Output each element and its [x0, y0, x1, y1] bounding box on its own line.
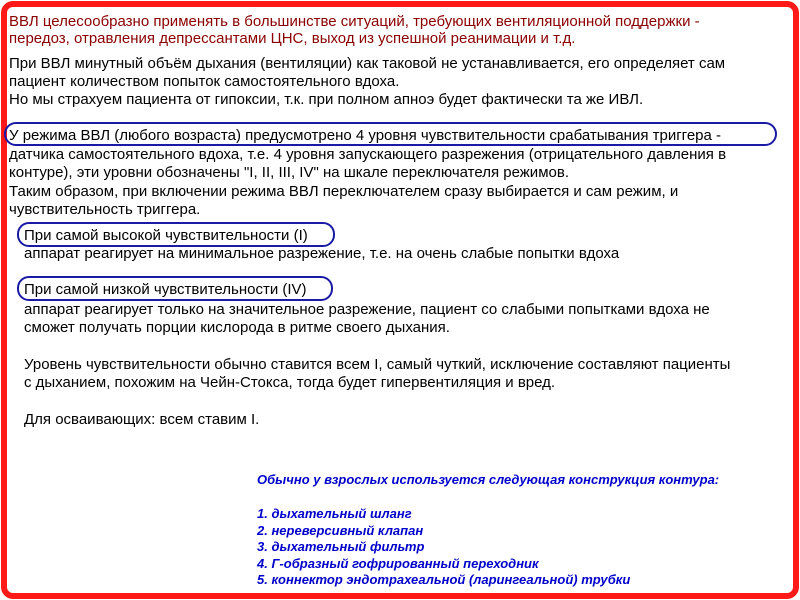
circuit-title: Обычно у взрослых используется следующая конструкция контура:	[257, 472, 720, 487]
usual-line-2: с дыханием, похожим на Чейн-Стокса, тогда будет гипервентиляция и вред.	[24, 374, 556, 391]
high-sens-heading: При самой высокой чувствительности (I)	[24, 227, 308, 244]
learners-note: Для осваивающих: всем ставим I.	[24, 411, 260, 428]
intro-line-2: передоз, отравления депрессантами ЦНС, выход из успешной реанимации и т.д.	[9, 30, 576, 47]
usual-line-1: Уровень чувствительности обычно ставится всем I, самый чуткий, исключение составляют пациенты	[24, 356, 731, 373]
low-sens-line-1: аппарат реагирует только на значительное разрежение, пациент со слабыми попытками вдоха не	[24, 301, 710, 318]
para2-line-2: датчика самостоятельного вдоха, т.е. 4 уровня запускающего разрежения (отрицательного давления в	[9, 146, 727, 163]
para1-line-3: Но мы страхуем пациента от гипоксии, т.к. при полном апноэ будет фактически та же ИВЛ.	[9, 91, 644, 108]
circuit-item: 3. дыхательный фильтр	[257, 539, 425, 554]
low-sens-heading: При самой низкой чувствительности (IV)	[24, 281, 307, 298]
para2-line-4: Таким образом, при включении режима ВВЛ переключателем сразу выбирается и сам режим, и	[9, 183, 679, 200]
para2-line-1: У режима ВВЛ (любого возраста) предусмотрено 4 уровня чувствительности срабатывания триггера -	[9, 127, 722, 144]
para1-line-2: пациент количеством попыток самостоятельного вдоха.	[9, 73, 400, 90]
low-sens-line-2: сможет получать порции кислорода в ритме своего дыхания.	[24, 319, 450, 336]
circuit-item: 2. нереверсивный клапан	[257, 523, 424, 538]
circuit-item: 1. дыхательный шланг	[257, 506, 412, 521]
intro-line-1: ВВЛ целесообразно применять в большинстве ситуаций, требующих вентиляционной поддержки -	[9, 13, 700, 30]
para2-line-5: чувствительность триггера.	[9, 201, 201, 218]
para2-line-3: контуре), эти уровни обозначены "I, II, III, IV" на шкале переключателя режимов.	[9, 164, 569, 181]
para1-line-1: При ВВЛ минутный объём дыхания (вентиляции) как таковой не устанавливается, его определяет сам	[9, 55, 726, 72]
high-sens-text: аппарат реагирует на минимальное разрежение, т.е. на очень слабые попытки вдоха	[24, 245, 620, 262]
circuit-item: 4. Г-образный гофрированный переходник	[257, 556, 539, 571]
circuit-item: 5. коннектор эндотрахеальной (ларингеальной) трубки	[257, 572, 631, 587]
